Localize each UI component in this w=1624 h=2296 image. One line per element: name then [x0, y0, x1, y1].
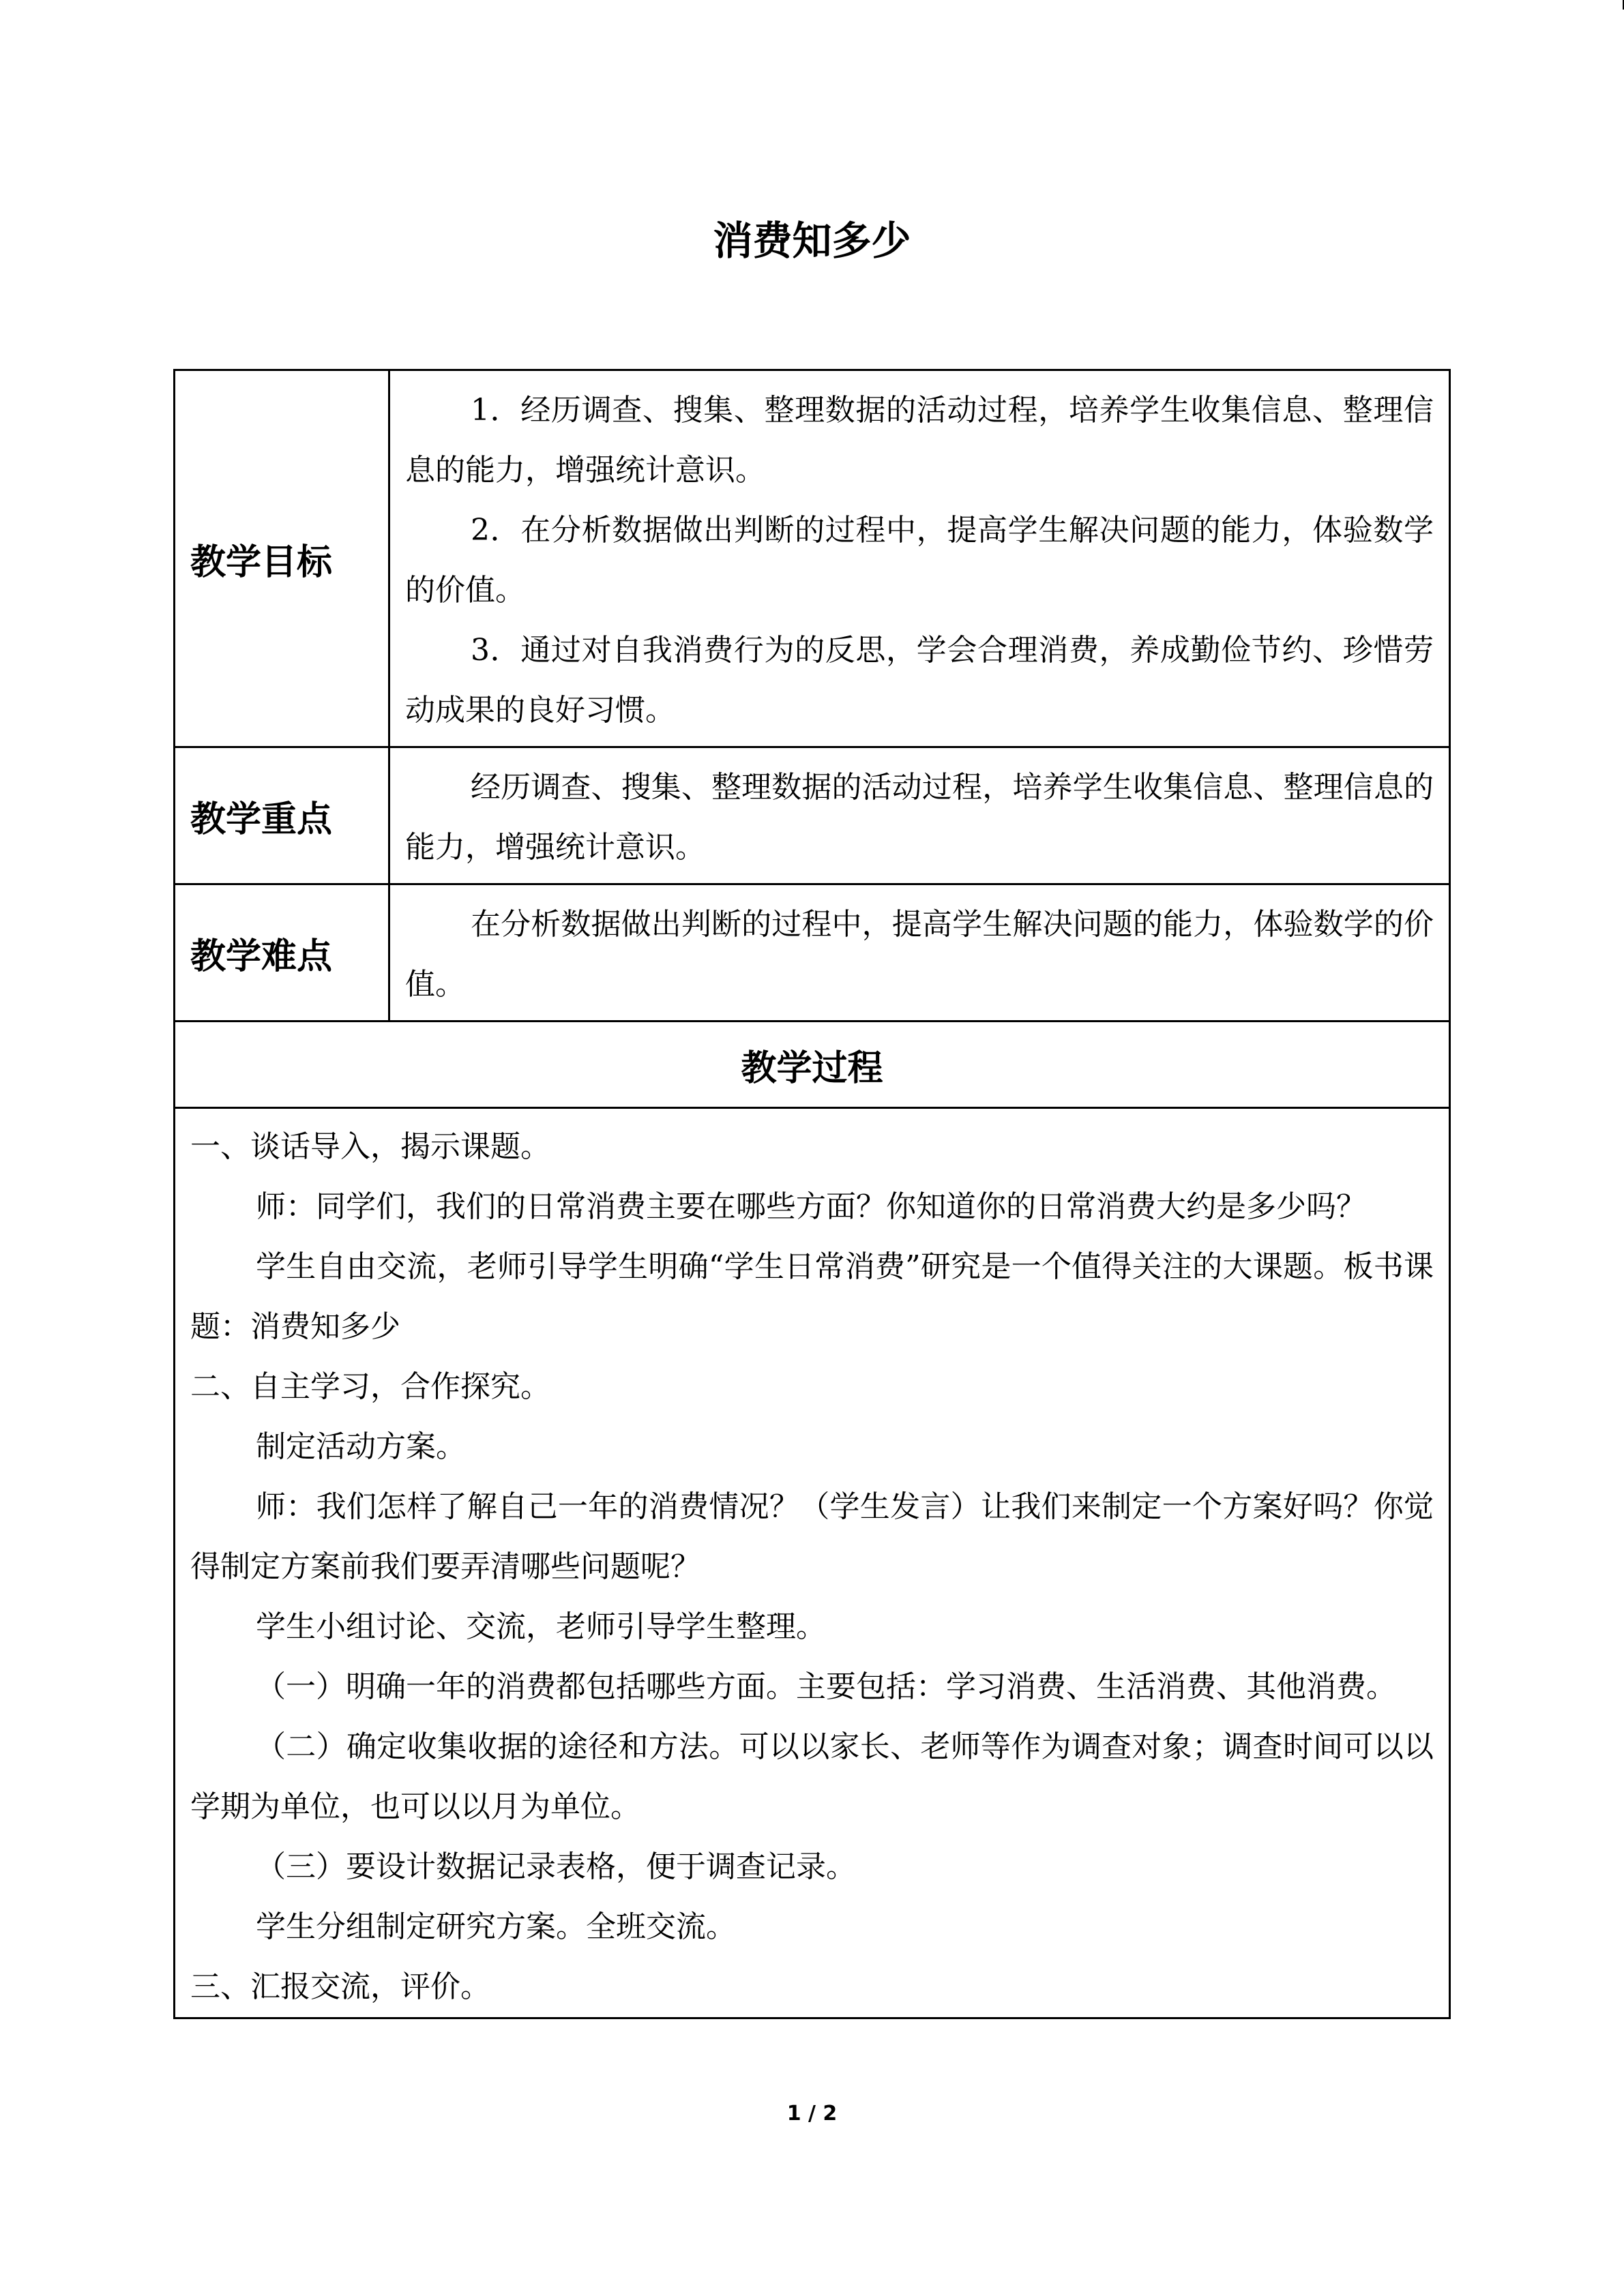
- key-points-label: 教学重点: [175, 747, 389, 884]
- objective-item: 3．通过对自我消费行为的反思，学会合理消费，养成勤俭节约、珍惜劳动成果的良好习惯。: [405, 633, 1434, 728]
- difficulties-content: [389, 884, 1450, 1022]
- process-paragraph: 学生自由交流，老师引导学生明确“学生日常消费”研究是一个值得关注的大课题。板书课题：消费知多少: [190, 1249, 1434, 1344]
- objectives-label: 教学目标: [175, 370, 389, 747]
- process-row: [175, 1108, 1450, 2018]
- objectives-row: [175, 370, 1450, 747]
- difficulties-label: 教学难点: [175, 884, 389, 1022]
- process-paragraph: 学生小组讨论、交流，老师引导学生整理。: [256, 1609, 826, 1644]
- process-paragraph: 学生分组制定研究方案。全班交流。: [256, 1909, 736, 1944]
- process-heading-row: [175, 1022, 1450, 1108]
- page-number: 1 / 2: [786, 2102, 838, 2126]
- difficulties-row: [175, 884, 1450, 1022]
- objectives-content: [389, 370, 1450, 747]
- process-paragraph: 一、谈话导入，揭示课题。: [190, 1129, 550, 1164]
- process-paragraph: （二）确定收集收据的途径和方法。可以以家长、老师等作为调查对象；调查时间可以以学期为单位，也可以以月为单位。: [190, 1729, 1434, 1824]
- key-points-row: [175, 747, 1450, 884]
- process-heading: 教学过程: [175, 1022, 1450, 1108]
- process-paragraph: （三）要设计数据记录表格，便于调查记录。: [256, 1849, 856, 1884]
- process-paragraph: （一）明确一年的消费都包括哪些方面。主要包括：学习消费、生活消费、其他消费。: [256, 1669, 1396, 1704]
- process-paragraph: 师：同学们，我们的日常消费主要在哪些方面？你知道你的日常消费大约是多少吗？: [256, 1189, 1366, 1224]
- objective-item: 2．在分析数据做出判断的过程中，提高学生解决问题的能力，体验数学的价值。: [405, 513, 1434, 608]
- document-title: 消费知多少: [713, 218, 911, 264]
- key-points-text: 经历调查、搜集、整理数据的活动过程，培养学生收集信息、整理信息的能力，增强统计意识。: [405, 770, 1434, 865]
- objective-item: 1．经历调查、搜集、整理数据的活动过程，培养学生收集信息、整理信息的能力，增强统计意识。: [405, 393, 1434, 488]
- difficulties-text: 在分析数据做出判断的过程中，提高学生解决问题的能力，体验数学的价值。: [405, 907, 1434, 1002]
- process-content: [175, 1108, 1450, 2018]
- process-paragraph: 师：我们怎样了解自己一年的消费情况？（学生发言）让我们来制定一个方案好吗？你觉得制定方案前我们要弄清哪些问题呢？: [190, 1489, 1434, 1584]
- lesson-plan-table: [173, 369, 1451, 2019]
- process-paragraph: 制定活动方案。: [256, 1429, 466, 1464]
- process-paragraph: 三、汇报交流，评价。: [190, 1969, 490, 2004]
- key-points-content: [389, 747, 1450, 884]
- process-paragraph: 二、自主学习，合作探究。: [190, 1369, 550, 1404]
